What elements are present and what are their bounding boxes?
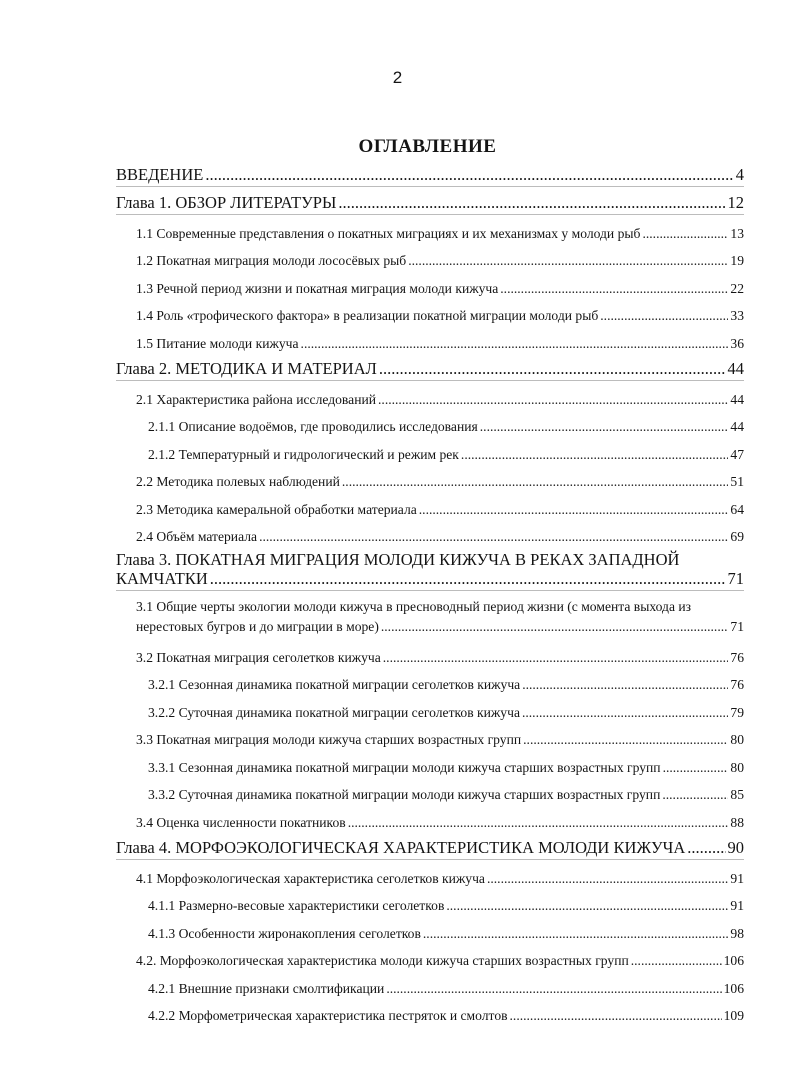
dot-leader	[487, 871, 728, 887]
toc-entry[interactable]	[116, 298, 744, 326]
toc-entry[interactable]	[116, 381, 744, 409]
toc-entry-label: 3.2 Покатная миграция сеголетков кижуча	[136, 649, 381, 665]
toc-entry[interactable]	[116, 436, 744, 464]
dot-leader	[631, 953, 722, 969]
toc-entry-label: 2.3 Методика камеральной обработки материала	[136, 501, 417, 517]
toc-entry-page: 13	[730, 225, 744, 241]
dot-leader	[301, 336, 729, 352]
toc-entry-label: 1.5 Питание молоди кижуча	[136, 335, 299, 351]
dot-leader	[419, 502, 729, 518]
toc-entry-page: 79	[730, 704, 744, 720]
toc-entry-page: 51	[730, 474, 744, 489]
toc-entry-page: 33	[730, 308, 744, 323]
toc-entry-label: 3.3.1 Сезонная динамика покатной миграции молоди кижуча старших возрастных групп	[148, 759, 661, 775]
toc-entry-label-cont: нерестовых бугров и до миграции в море)	[136, 619, 379, 634]
toc-entry-label: 1.2 Покатная миграция молоди лососёвых рыб	[136, 253, 407, 268]
toc-entry-page: 47	[730, 446, 744, 462]
dot-leader	[662, 787, 728, 803]
dot-leader	[500, 281, 728, 297]
toc-entry[interactable]	[116, 243, 744, 271]
toc-entry[interactable]	[116, 832, 744, 861]
toc-entry-label: 3.3.2 Суточная динамика покатной миграции молоди кижуча старших возрастных групп	[148, 787, 661, 802]
dot-leader	[379, 359, 726, 379]
toc-entry[interactable]	[116, 325, 744, 353]
toc-entry[interactable]	[116, 943, 744, 971]
toc-entry-page: 109	[723, 1008, 744, 1023]
toc-entry[interactable]	[116, 749, 744, 777]
dot-leader	[663, 760, 729, 776]
toc-entry-label: Глава 1. ОБЗОР ЛИТЕРАТУРЫ	[116, 193, 337, 212]
dot-leader	[210, 569, 726, 588]
toc-entry[interactable]	[116, 270, 744, 298]
toc-entry[interactable]	[116, 970, 744, 998]
toc-entry-page: 90	[727, 838, 744, 857]
toc-entry-label-cont: КАМЧАТКИ	[116, 569, 208, 588]
toc-entry[interactable]	[116, 519, 744, 547]
dot-leader	[522, 677, 728, 693]
toc-entry[interactable]	[116, 998, 744, 1026]
dot-leader	[600, 308, 728, 324]
toc-entry-page: 22	[730, 280, 744, 296]
toc-entry-label: 4.2. Морфоэкологическая характеристика молоди кижуча старших возрастных групп	[136, 953, 629, 968]
dot-leader	[642, 226, 728, 242]
toc-entry-page: 76	[730, 649, 744, 665]
dot-leader	[205, 165, 733, 185]
toc-entry[interactable]	[116, 158, 744, 187]
dot-leader	[378, 392, 728, 408]
toc-entry[interactable]	[116, 639, 744, 667]
toc-entry-label: 1.3 Речной период жизни и покатная миграция молоди кижуча	[136, 280, 499, 296]
page-number: 2	[392, 68, 403, 87]
toc-entry-label: 1.1 Современные представления о покатных миграциях и их механизмах у молоди рыб	[136, 225, 641, 241]
toc-entry-label: Глава 3. ПОКАТНАЯ МИГРАЦИЯ МОЛОДИ КИЖУЧА В РЕКАХ ЗАПАДНОЙ	[116, 550, 680, 569]
toc-entry-page: 36	[730, 335, 744, 351]
dot-leader	[259, 529, 728, 545]
toc-entry[interactable]	[116, 491, 744, 519]
toc-entry-page: 12	[727, 193, 744, 212]
dot-leader	[687, 838, 725, 858]
dot-leader	[446, 898, 728, 914]
toc-entry[interactable]	[116, 915, 744, 943]
toc-entry-page: 69	[730, 529, 744, 544]
dot-leader	[381, 617, 729, 637]
toc-entry[interactable]	[116, 667, 744, 695]
dot-leader	[408, 253, 728, 269]
toc-entry-label: 2.1.1 Описание водоёмов, где проводились исследования	[148, 419, 478, 434]
toc-entry-label: ВВЕДЕНИЕ	[116, 164, 204, 184]
dot-leader	[480, 419, 729, 435]
toc-entry-label: 3.1 Общие черты экологии молоди кижуча в пресноводный период жизни (с момента выхода из	[136, 599, 692, 614]
toc-entry-label: 4.2.1 Внешние признаки смолтификации	[148, 980, 385, 996]
toc-entry[interactable]	[116, 187, 744, 216]
toc-entry-label: 4.1 Морфоэкологическая характеристика сеголетков кижуча	[136, 870, 485, 886]
dot-leader	[348, 815, 729, 831]
dot-leader	[461, 447, 728, 463]
dot-leader	[522, 705, 728, 721]
toc-entry-label: 2.2 Методика полевых наблюдений	[136, 474, 340, 489]
toc-entry-page: 80	[730, 732, 744, 747]
table-of-contents	[116, 158, 744, 1025]
toc-entry-page: 44	[730, 391, 744, 407]
toc-entry-page: 44	[730, 419, 744, 434]
toc-entry-page: 91	[730, 898, 744, 913]
toc-entry-page: 85	[730, 787, 744, 802]
toc-entry[interactable]	[116, 777, 744, 805]
toc-entry-page: 71	[730, 619, 744, 634]
toc-entry-label: 2.4 Объём материала	[136, 529, 258, 544]
toc-entry[interactable]	[116, 353, 744, 382]
toc-entry[interactable]	[116, 409, 744, 437]
toc-entry[interactable]	[116, 860, 744, 888]
toc-entry-label: 1.4 Роль «трофического фактора» в реализации покатной миграции молоди рыб	[136, 308, 599, 323]
toc-entry-label: 3.3 Покатная миграция молоди кижуча старших возрастных групп	[136, 732, 522, 747]
toc-entry-page: 80	[730, 759, 744, 775]
toc-entry-page: 19	[730, 253, 744, 268]
toc-entry-label: Глава 2. МЕТОДИКА И МАТЕРИАЛ	[116, 359, 377, 378]
toc-entry[interactable]	[116, 804, 744, 832]
toc-entry-label: 3.2.1 Сезонная динамика покатной миграции сеголетков кижуча	[148, 677, 521, 692]
toc-entry[interactable]	[116, 215, 744, 243]
toc-entry-label: 2.1 Характеристика района исследований	[136, 391, 377, 407]
toc-entry[interactable]	[116, 694, 744, 722]
dot-leader	[510, 1008, 722, 1024]
toc-entry-page: 71	[727, 569, 744, 588]
toc-entry-label: 3.2.2 Суточная динамика покатной миграции сеголетков кижуча	[148, 704, 520, 720]
toc-entry-label: Глава 4. МОРФОЭКОЛОГИЧЕСКАЯ ХАРАКТЕРИСТИКА МОЛОДИ КИЖУЧА	[116, 838, 686, 857]
toc-entry-page: 106	[723, 980, 744, 996]
toc-entry-label: 2.1.2 Температурный и гидрологический и режим рек	[148, 446, 459, 462]
dot-leader	[342, 474, 729, 490]
toc-entry-page: 76	[730, 677, 744, 692]
toc-entry-page: 106	[723, 953, 744, 968]
dot-leader	[338, 193, 725, 213]
dot-leader	[423, 926, 729, 942]
toc-entry-page: 91	[730, 870, 744, 886]
toc-entry[interactable]	[116, 464, 744, 492]
toc-entry-label: 4.1.1 Размерно-весовые характеристики сеголетков	[148, 898, 445, 913]
toc-entry-page: 4	[735, 164, 744, 184]
toc-entry[interactable]	[116, 546, 744, 591]
toc-entry-label: 4.1.3 Особенности жиронакопления сеголетков	[148, 925, 421, 941]
toc-entry-label: 4.2.2 Морфометрическая характеристика пестряток и смолтов	[148, 1008, 508, 1023]
toc-entry[interactable]	[116, 722, 744, 750]
toc-entry-label: 3.4 Оценка численности покатников	[136, 814, 346, 830]
dot-leader	[383, 650, 729, 666]
toc-entry-page: 44	[727, 359, 744, 378]
toc-entry-page: 64	[730, 501, 744, 517]
dot-leader	[523, 732, 728, 748]
toc-entry-page: 88	[730, 814, 744, 830]
dot-leader	[386, 981, 721, 997]
toc-entry[interactable]	[116, 888, 744, 916]
page-title: ОГЛАВЛЕНИЕ	[358, 136, 497, 157]
toc-entry-page: 98	[730, 925, 744, 941]
toc-entry[interactable]	[116, 591, 744, 639]
